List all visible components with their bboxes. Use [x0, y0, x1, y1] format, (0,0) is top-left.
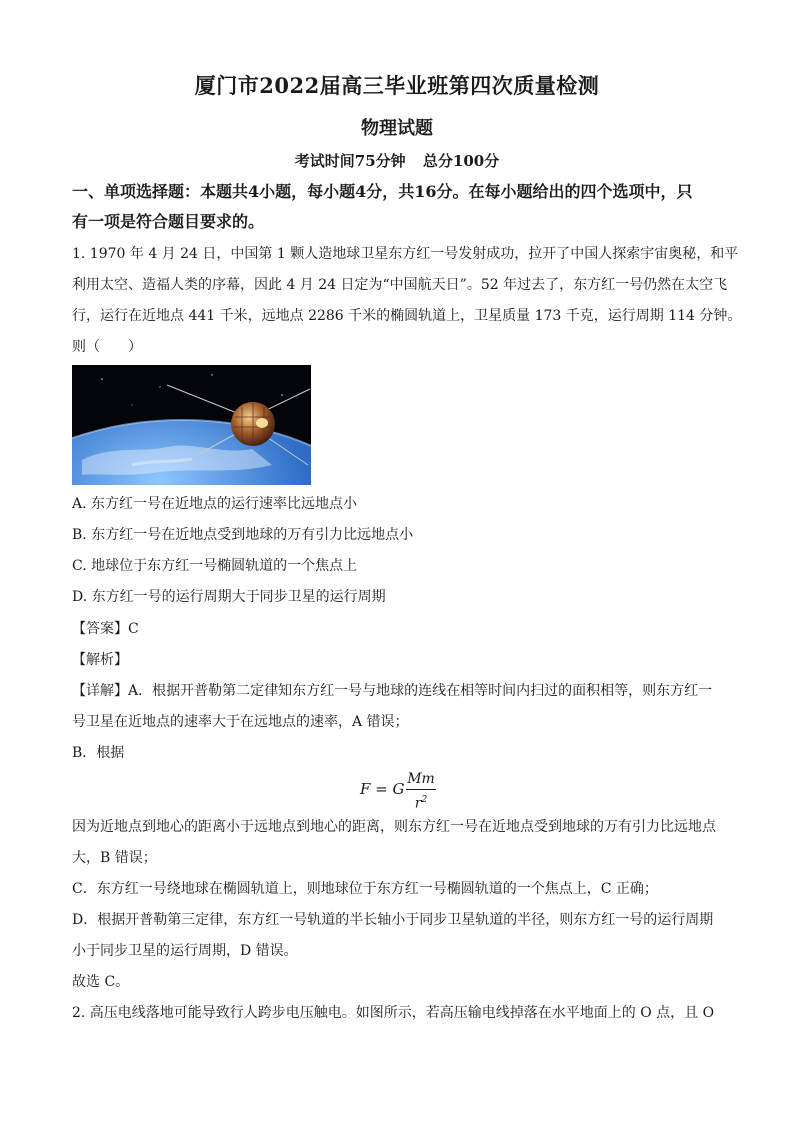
q1-stem-line1: 1. 1970 年 4 月 24 日，中国第 1 颗人造地球卫星东方红一号发射成功，拉开了中国人探索宇宙奥秘，和平 [72, 246, 739, 262]
q1-explanation-line3: B．根据 [72, 745, 125, 761]
q1-explanation-line5: 大，B 错误； [72, 850, 157, 866]
q1-option-b: B. 东方红一号在近地点受到地球的万有引力比远地点小 [72, 527, 414, 543]
exam-title: 厦门市2022届高三毕业班第四次质量检测 [194, 73, 600, 98]
q1-explanation-line2: 号卫星在近地点的速率大于在远地点的速率，A 错误； [72, 714, 409, 730]
q2-stem-line1: 2. 高压电线落地可能导致行人跨步电压触电。如图所示，若高压输电线掉落在水平地面上的 O 点，且 O [72, 1005, 715, 1021]
satellite-illustration [72, 365, 311, 485]
formula-denominator-base: r [414, 795, 422, 812]
section-heading-line2: 有一项是符合题目要求的。 [72, 212, 265, 231]
q1-explanation-line4: 因为近地点到地心的距离小于远地点到地心的距离，则东方红一号在近地点受到地球的万有引力比远地点 [72, 819, 716, 835]
formula-lhs: F = G [360, 780, 405, 798]
q1-option-d: D. 东方红一号的运行周期大于同步卫星的运行周期 [72, 589, 386, 605]
q1-explanation-line1: 【详解】A．根据开普勒第二定律知东方红一号与地球的连线在相等时间内扫过的面积相等，则东方红一 [72, 683, 713, 699]
q1-explanation-line7: D．根据开普勒第三定律，东方红一号轨道的半长轴小于同步卫星轨道的半径，则东方红一号的运行周期 [72, 912, 714, 928]
q1-explanation-line8: 小于同步卫星的运行周期，D 错误。 [72, 943, 298, 959]
section-heading-line1: 一、单项选择题：本题共4小题，每小题4分，共16分。在每小题给出的四个选项中，只 [72, 182, 693, 201]
q1-option-c: C. 地球位于东方红一号椭圆轨道的一个焦点上 [72, 558, 358, 574]
formula-fraction [406, 770, 436, 813]
formula-numerator: Mm [407, 771, 435, 787]
q1-analysis-label: 【解析】 [72, 652, 128, 668]
exam-info [0, 150, 794, 171]
q1-option-a: A. 东方红一号在近地点的运行速率比远地点小 [72, 496, 358, 512]
exam-time: 考试时间75分钟 [294, 152, 406, 170]
total-score: 总分100分 [422, 152, 500, 170]
q1-explanation-line9: 故选 C。 [72, 974, 130, 990]
q1-answer: 【答案】C [72, 621, 139, 637]
q1-explanation-line6: C．东方红一号绕地球在椭圆轨道上，则地球位于东方红一号椭圆轨道的一个焦点上，C 正确； [72, 881, 658, 897]
formula-exponent: 2 [421, 795, 428, 805]
gravitation-formula [360, 770, 450, 810]
formula-denominator [406, 791, 436, 813]
q1-stem-line2: 利用太空、造福人类的序幕，因此 4 月 24 日定为“中国航天日”。52 年过去了，东方红一号仍然在太空飞 [72, 277, 728, 293]
q1-stem-line4: 则（ ） [72, 339, 142, 355]
fraction-bar [406, 789, 436, 790]
q1-stem-line3: 行，运行在近地点 441 千米，远地点 2286 千米的椭圆轨道上，卫星质量 173 千克，运行周期 114 分钟。 [72, 308, 742, 324]
satellite-earth-image [72, 365, 311, 485]
subject-title: 物理试题 [361, 118, 433, 139]
